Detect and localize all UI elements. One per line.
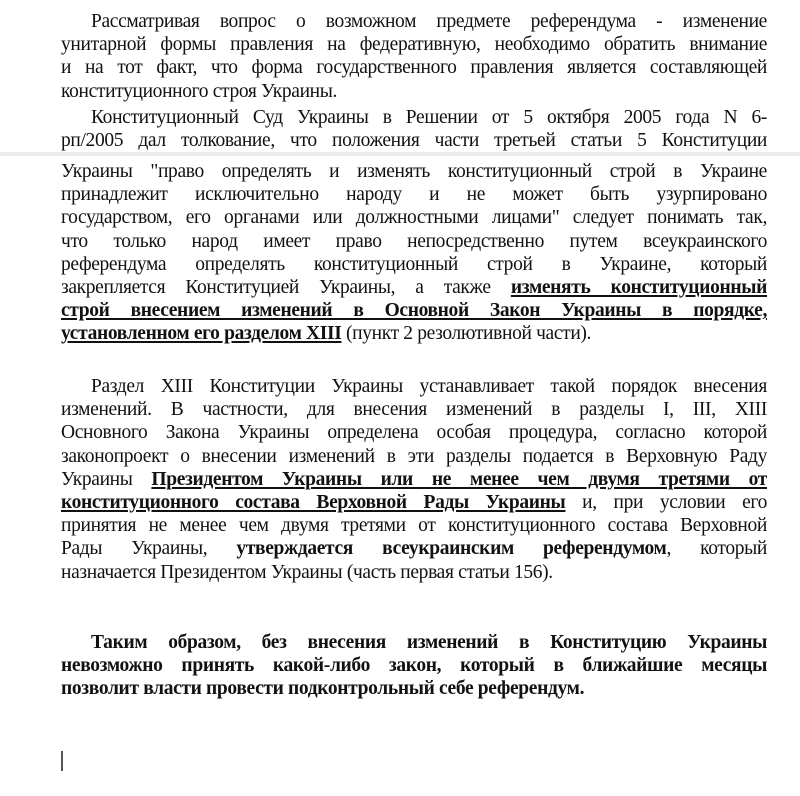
plain-text: (пункт 2 резолютивной части). (341, 323, 592, 345)
text-line: Таким образом, без внесения изменений в Конституцию Украины (91, 632, 767, 653)
text-cursor[interactable] (61, 751, 63, 771)
text-line: референдума определять конституционный строй в Украине, который (61, 253, 767, 275)
text-line: принятия не менее чем двумя третями от конституционного состава Верховной (61, 515, 767, 537)
paragraph-section-xiii (61, 375, 767, 584)
text-line (61, 299, 767, 322)
text-line: унитарной формы правления на федеративную, необходимо обратить внимание (61, 34, 767, 56)
plain-text: закрепляется Конституцией Украины, а также (61, 276, 511, 298)
text-line: конституционного строя Украины. (61, 80, 338, 102)
document-page-2 (0, 156, 800, 796)
text-line (61, 276, 767, 299)
text-line: рп/2005 дал толкование, что положения части третьей статьи 5 Конституции (61, 129, 767, 151)
plain-text: Рады Украины, (61, 538, 237, 560)
plain-text: и, при условии его (565, 491, 767, 513)
plain-text: , который (666, 538, 767, 560)
paragraph-constitutional-court (61, 160, 767, 346)
paragraph-referendum-subject (61, 10, 767, 152)
text-line (61, 322, 767, 345)
text-line: изменений. В частности, для внесения изменений в разделы I, III, XIII (61, 399, 767, 421)
text-line: Украины "право определять и изменять конституционный строй в Украине (61, 161, 767, 182)
paragraph-conclusion (61, 631, 767, 701)
text-line: невозможно принять какой-либо закон, который в ближайшие месяцы (61, 655, 767, 677)
text-line: позволит власти провести подконтрольный себе референдум. (61, 678, 585, 700)
bold-underlined-text: конституционного состава Верховной Рады Украины (61, 491, 566, 513)
bold-underlined-text: изменять конституционный (510, 276, 767, 298)
text-line: государством, его органами или должностными лицами" следует понимать так, (61, 207, 767, 229)
text-line: Основного Закона Украины определена особая процедура, согласно которой (61, 422, 767, 444)
document-page-1 (0, 0, 800, 152)
text-line: Рассматривая вопрос о возможном предмете референдума - изменение (91, 11, 767, 32)
text-line: назначается Президентом Украины (часть первая статьи 156). (61, 561, 553, 583)
bold-text: утверждается всеукраинским референдумом (236, 538, 667, 560)
bold-underlined-text: Президентом Украины или не менее чем двумя третями от (151, 468, 767, 490)
text-line (61, 537, 767, 560)
text-line (61, 468, 767, 491)
bold-underlined-text: установленном его разделом XIII (61, 323, 342, 345)
text-line: Конституционный Суд Украины в Решении от 5 октября 2005 года N 6- (91, 106, 767, 128)
bold-underlined-text: строй внесением изменений в Основной Закон Украины в порядке, (61, 300, 767, 322)
text-line: законопроект о внесении изменений в эти разделы подается в Верховную Раду (61, 445, 767, 467)
text-line (61, 491, 767, 514)
text-line: и на тот факт, что форма государственного правления является составляющей (61, 57, 767, 79)
text-line: принадлежит исключительно народу и не может быть узурпировано (61, 184, 767, 206)
plain-text: Украины (61, 468, 152, 490)
text-line: что только народ имеет право непосредственно путем всеукраинского (61, 230, 767, 252)
text-line: Раздел XIII Конституции Украины устанавливает такой порядок внесения (91, 376, 767, 397)
